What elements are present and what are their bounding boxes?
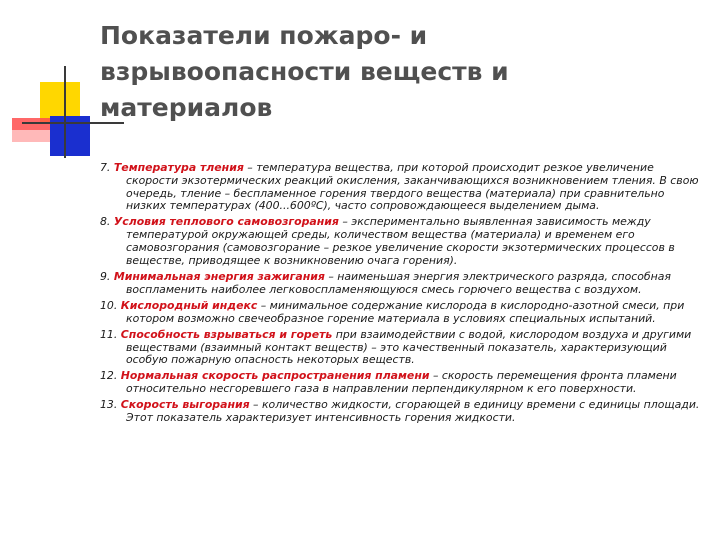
indicator-list [100,162,700,428]
title-line-1: Показатели пожаро- и [100,21,428,50]
item-number: 11. [100,327,118,341]
item-text: при взаимодействии с водой, кислородом воздуха и другими веществами (взаимный контакт веществ) – это качественный показатель, характеризующий особую пожарную опасность некоторых веществ. [126,327,692,367]
item-term: Кислородный индекс [120,298,258,312]
title-line-2: взрывоопасности веществ и [100,57,509,86]
item-term: Способность взрываться и гореть [120,327,333,341]
item-text: – наименьшая энергия электрического разряда, способная воспламенить наиболее легковоспламеняющуюся смесь горючего вещества с воздухом. [126,269,671,296]
item-term: Нормальная скорость распространения пламени [120,369,430,383]
item-term: Минимальная энергия зажигания [113,269,325,283]
title-line-3: материалов [100,93,273,122]
list-item [100,370,700,396]
item-number: 12. [100,369,118,383]
item-number: 9. [100,269,111,283]
item-text: – экспериментально выявленная зависимость между температурой окружающей среды, количеством вещества (материала) и временем его самовозгорания (самовозгорание – резкое увеличение скорости экзотермических процессов в веществе, приводящее к возникновению очага горения). [126,215,675,267]
list-item [100,300,700,326]
item-text: – количество жидкости, сгорающей в единицу времени с единицы площади. Этот показатель характеризует интенсивность горения жидкости. [126,398,700,425]
list-item [100,162,700,213]
item-text: – скорость перемещения фронта пламени относительно несгоревшего газа в направлении перпендикулярном к его поверхности. [126,369,677,396]
item-term: Скорость выгорания [120,398,250,412]
item-text: – температура вещества, при которой происходит резкое увеличение скорости экзотермических реакций окисления, заканчивающихся возникновением тления. В свою очередь, тление – беспламенное горения твердого вещества (материала) при сравнительно низких температурах (400...600ºС), часто сопровождающееся выделением дыма. [126,161,699,213]
slide-title [100,18,700,126]
item-text: – минимальное содержание кислорода в кислородно-азотной смеси, при котором возможно свечеобразное горение материала в условиях специальных испытаний. [126,298,685,325]
list-item [100,216,700,267]
item-number: 8. [100,215,111,229]
item-number: 7. [100,161,111,174]
item-term: Условия теплового самовозгорания [113,215,339,229]
list-item [100,329,700,367]
item-number: 10. [100,298,118,312]
decor-pink-bar [12,130,52,142]
item-term: Температура тления [113,161,244,174]
list-item [100,271,700,297]
item-number: 13. [100,398,118,412]
list-item [100,399,700,425]
decor-red-bar [12,118,52,130]
decor-vertical-line [64,66,66,158]
